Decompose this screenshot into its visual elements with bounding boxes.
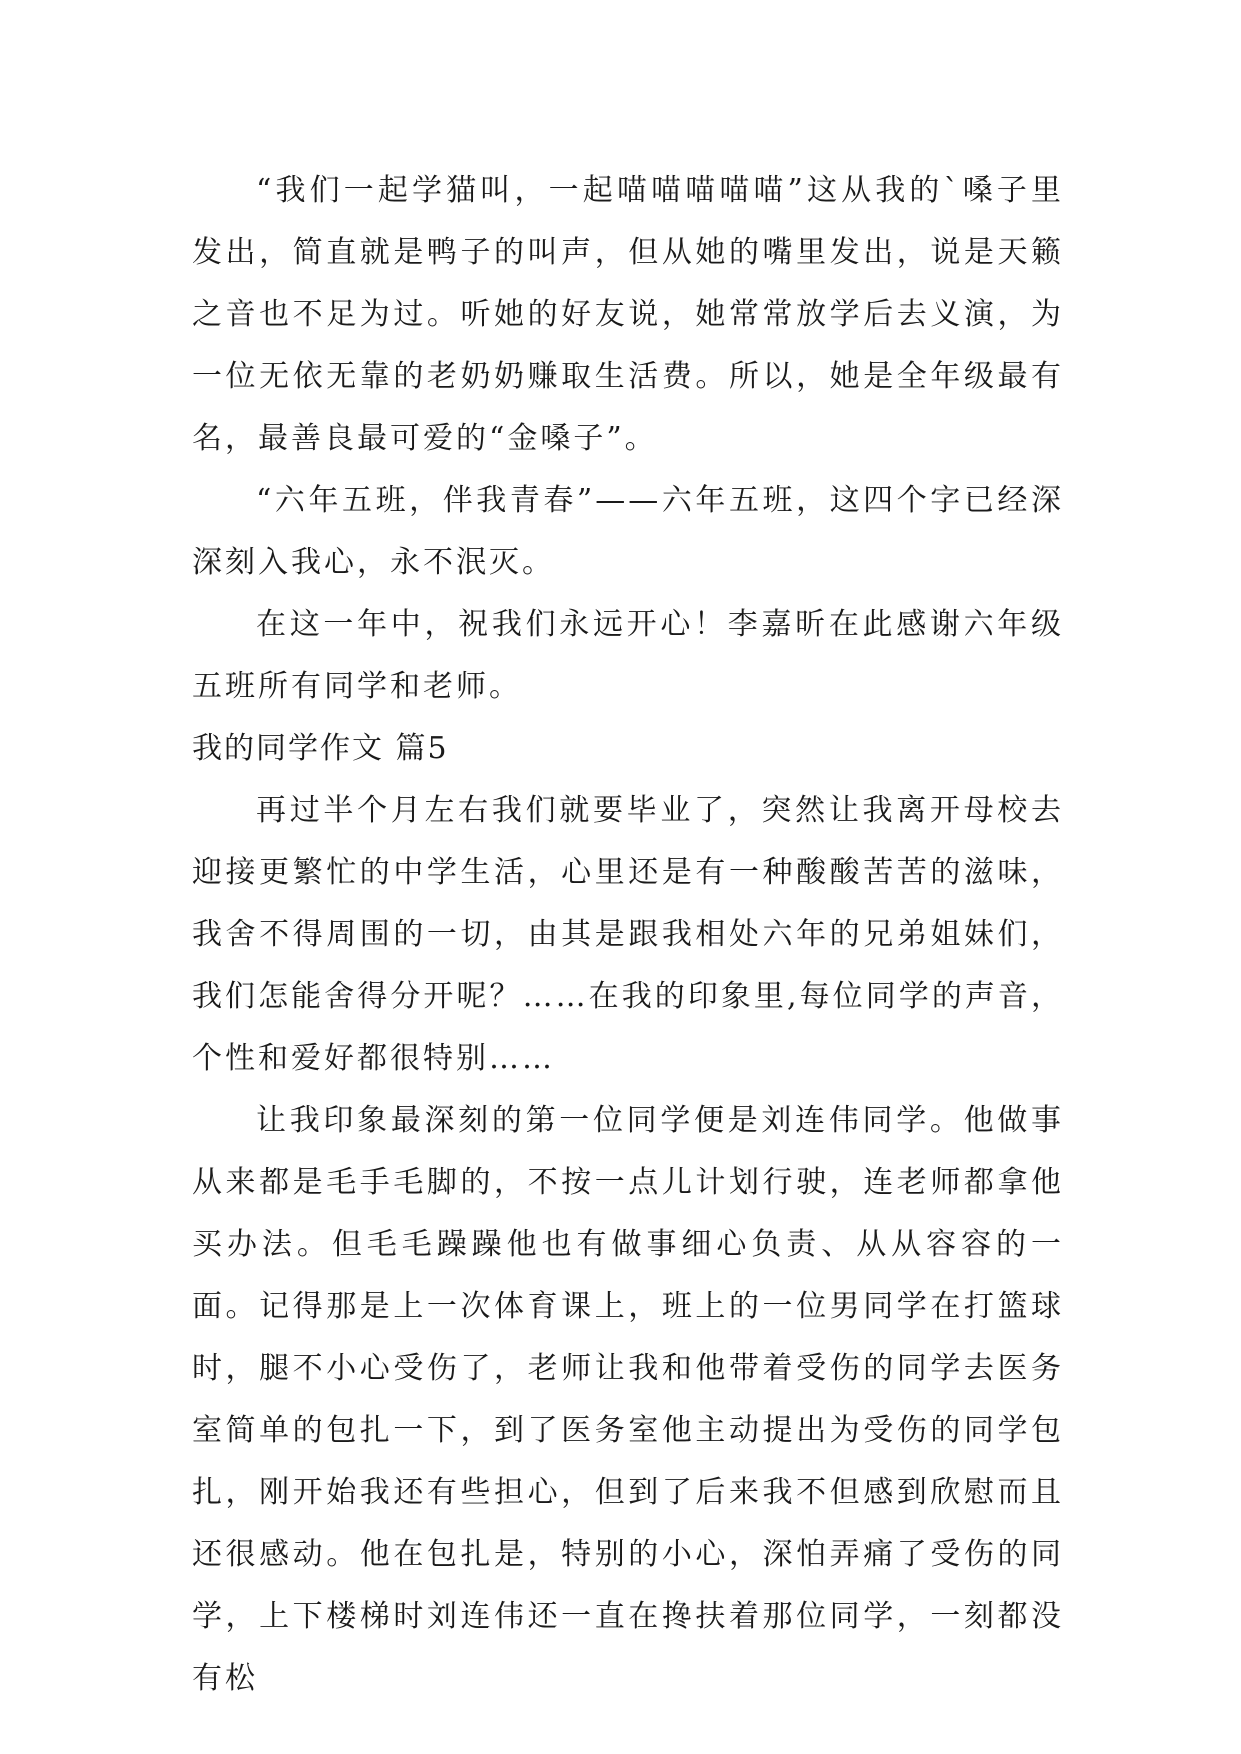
section-title: 我的同学作文 篇5 (192, 731, 449, 766)
paragraph-thanks: 在这一年中，祝我们永远开心！李嘉昕在此感谢六年级五班所有同学和老师。 (192, 607, 1064, 704)
document-body (192, 160, 1064, 1710)
paragraph-class-motto: “六年五班，伴我青春”——六年五班，这四个字已经深深刻入我心，永不泯灭。 (192, 483, 1064, 580)
paragraph-golden-voice: “我们一起学猫叫，一起喵喵喵喵喵”这从我的`嗓子里发出，简直就是鸭子的叫声，但从她的嘴里发出，说是天籁之音也不足为过。听她的好友说，她常常放学后去义演，为一位无依无靠的老奶奶赚取生活费。所以，她是全年级最有名，最善良最可爱的“金嗓子”。 (192, 173, 1064, 456)
paragraph-classmate-liu: 让我印象最深刻的第一位同学便是刘连伟同学。他做事从来都是毛手毛脚的，不按一点儿计划行驶，连老师都拿他买办法。但毛毛躁躁他也有做事细心负责、从从容容的一面。记得那是上一次体育课上，班上的一位男同学在打篮球时，腿不小心受伤了，老师让我和他带着受伤的同学去医务室简单的包扎一下，到了医务室他主动提出为受伤的同学包扎，刚开始我还有些担心，但到了后来我不但感到欣慰而且还很感动。他在包扎是，特别的小心，深怕弄痛了受伤的同学，上下楼梯时刘连伟还一直在搀扶着那位同学，一刻都没有松 (192, 1103, 1064, 1696)
paragraph-graduation: 再过半个月左右我们就要毕业了，突然让我离开母校去迎接更繁忙的中学生活，心里还是有一种酸酸苦苦的滋味，我舍不得周围的一切，由其是跟我相处六年的兄弟姐妹们，我们怎能舍得分开呢？……在我的印象里,每位同学的声音，个性和爱好都很特别…… (192, 793, 1064, 1076)
